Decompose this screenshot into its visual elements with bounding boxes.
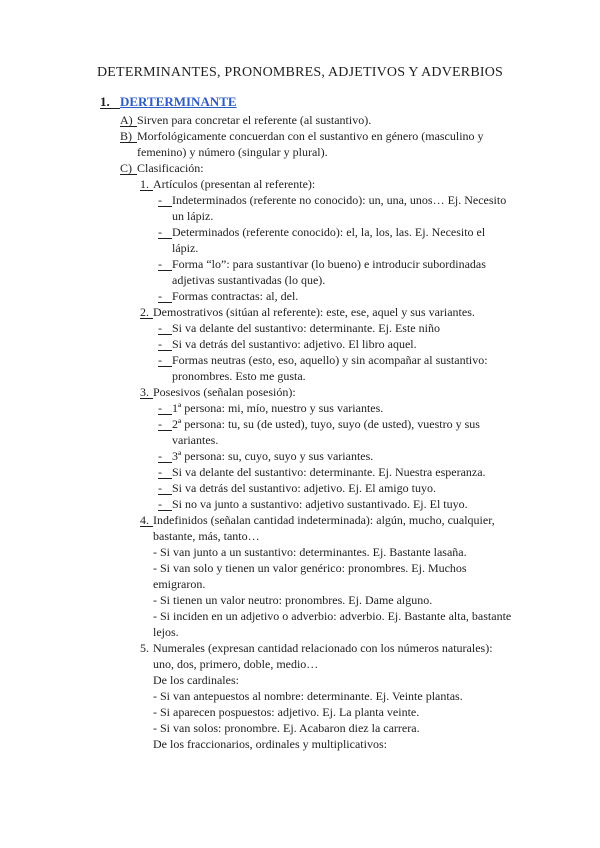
heading-determinante — [100, 94, 514, 110]
bullet-text: 3ª persona: su, cuyo, suyo y sus variantes. — [172, 449, 374, 463]
class-item-3-text: Posesivos (señalan posesión): — [153, 385, 296, 399]
bullet-item — [158, 464, 514, 480]
sub-line: - Si van antepuestos al nombre: determinante. Ej. Veinte plantas. — [153, 689, 463, 703]
bullet-text: Si va delante del sustantivo: determinante. Ej. Este niño — [172, 321, 440, 335]
point-b-text: Morfológicamente concuerdan con el sustantivo en género (masculino y femenino) y número (singular y plural). — [137, 129, 484, 159]
class-item-demostrativos — [140, 304, 514, 384]
dash-marker: - — [158, 496, 172, 511]
heading-label: DERTERMINANTE — [120, 94, 237, 109]
classification-list — [140, 176, 514, 752]
class-item-indefinidos — [140, 512, 514, 640]
document-title: DETERMINANTES, PRONOMBRES, ADJETIVOS Y ADVERBIOS — [97, 65, 504, 80]
bullet-item — [158, 256, 514, 288]
sub-line: - Si van junto a un sustantivo: determinantes. Ej. Bastante lasaña. — [153, 545, 467, 559]
bullet-text: Formas neutras (esto, eso, aquello) y sin acompañar al sustantivo: pronombres. Esto me gusta. — [172, 353, 488, 383]
class-item-4-marker: 4. — [140, 512, 153, 527]
point-a-text: Sirven para concretar el referente (al sustantivo). — [137, 113, 372, 127]
point-c-marker: C) — [120, 160, 137, 175]
class-item-numerales — [140, 640, 514, 752]
dash-marker: - — [158, 464, 172, 479]
bullet-item — [158, 320, 514, 336]
point-a — [120, 112, 514, 128]
class-item-2-text: Demostrativos (sitúan al referente): este, ese, aquel y sus variantes. — [153, 305, 475, 319]
dash-marker: - — [158, 416, 172, 431]
dash-marker: - — [158, 320, 172, 335]
class-item-5-text: Numerales (expresan cantidad relacionado con los números naturales): uno, dos, primero, doble, medio… — [153, 641, 493, 671]
sub-line: - Si van solo y tienen un valor genérico: pronombres. Ej. Muchos emigraron. — [153, 561, 467, 591]
dash-marker: - — [158, 352, 172, 367]
point-a-marker: A) — [120, 112, 137, 127]
bullet-item — [158, 288, 514, 304]
sub-line: - Si van solos: pronombre. Ej. Acabaron diez la carrera. — [153, 721, 420, 735]
class-item-posesivos — [140, 384, 514, 512]
bullet-text: Si va delante del sustantivo: determinante. Ej. Nuestra esperanza. — [172, 465, 486, 479]
sub-line: De los cardinales: — [153, 673, 239, 687]
bullet-item — [158, 448, 514, 464]
point-c — [120, 160, 514, 752]
point-c-text: Clasificación: — [137, 161, 204, 175]
dash-marker: - — [158, 256, 172, 271]
dash-marker: - — [158, 480, 172, 495]
bullet-text: Si va detrás del sustantivo: adjetivo. Ej. El amigo tuyo. — [172, 481, 436, 495]
points-list — [120, 112, 514, 752]
dash-marker: - — [158, 448, 172, 463]
bullet-item — [158, 480, 514, 496]
bullet-item — [158, 496, 514, 512]
sub-line: De los fraccionarios, ordinales y multiplicativos: — [153, 737, 387, 751]
bullet-item — [158, 224, 514, 256]
class-item-1-marker: 1. — [140, 176, 153, 191]
bullet-text: Determinados (referente conocido): el, la, los, las. Ej. Necesito el lápiz. — [172, 225, 486, 255]
class-item-4-text: Indefinidos (señalan cantidad indeterminada): algún, mucho, cualquier, bastante, más, tanto… — [153, 513, 495, 543]
dash-marker: - — [158, 192, 172, 207]
class-item-1-text: Artículos (presentan al referente): — [153, 177, 316, 191]
bullet-item — [158, 352, 514, 384]
point-b — [120, 128, 514, 160]
sub-line: - Si aparecen pospuestos: adjetivo. Ej. La planta veinte. — [153, 705, 420, 719]
bullet-item — [158, 416, 514, 448]
point-b-marker: B) — [120, 128, 137, 143]
bullet-text: Indeterminados (referente no conocido): un, una, unos… Ej. Necesito un lápiz. — [172, 193, 507, 223]
bullet-text: Si no va junto a sustantivo: adjetivo sustantivado. Ej. El tuyo. — [172, 497, 468, 511]
dash-marker: - — [158, 336, 172, 351]
dash-marker: - — [158, 288, 172, 303]
heading-number: 1. — [100, 94, 120, 109]
bullet-text: Forma “lo”: para sustantivar (lo bueno) e introducir subordinadas adjetivas sustantivadas (lo que). — [172, 257, 486, 287]
sub-line: - Si tienen un valor neutro: pronombres. Ej. Dame alguno. — [153, 593, 433, 607]
bullet-text: 1ª persona: mi, mío, nuestro y sus variantes. — [172, 401, 384, 415]
sub-line: - Si inciden en un adjetivo o adverbio: adverbio. Ej. Bastante alta, bastante lejos. — [153, 609, 512, 639]
dash-marker: - — [158, 400, 172, 415]
class-item-articulos — [140, 176, 514, 304]
bullet-text: Si va detrás del sustantivo: adjetivo. El libro aquel. — [172, 337, 417, 351]
bullet-item — [158, 400, 514, 416]
bullet-text: Formas contractas: al, del. — [172, 289, 299, 303]
bullet-item — [158, 336, 514, 352]
class-item-2-marker: 2. — [140, 304, 153, 319]
bullet-text: 2ª persona: tu, su (de usted), tuyo, suyo (de usted), vuestro y sus variantes. — [172, 417, 480, 447]
class-item-5-marker: 5. — [140, 641, 149, 655]
dash-marker: - — [158, 224, 172, 239]
class-item-3-marker: 3. — [140, 384, 153, 399]
bullet-item — [158, 192, 514, 224]
